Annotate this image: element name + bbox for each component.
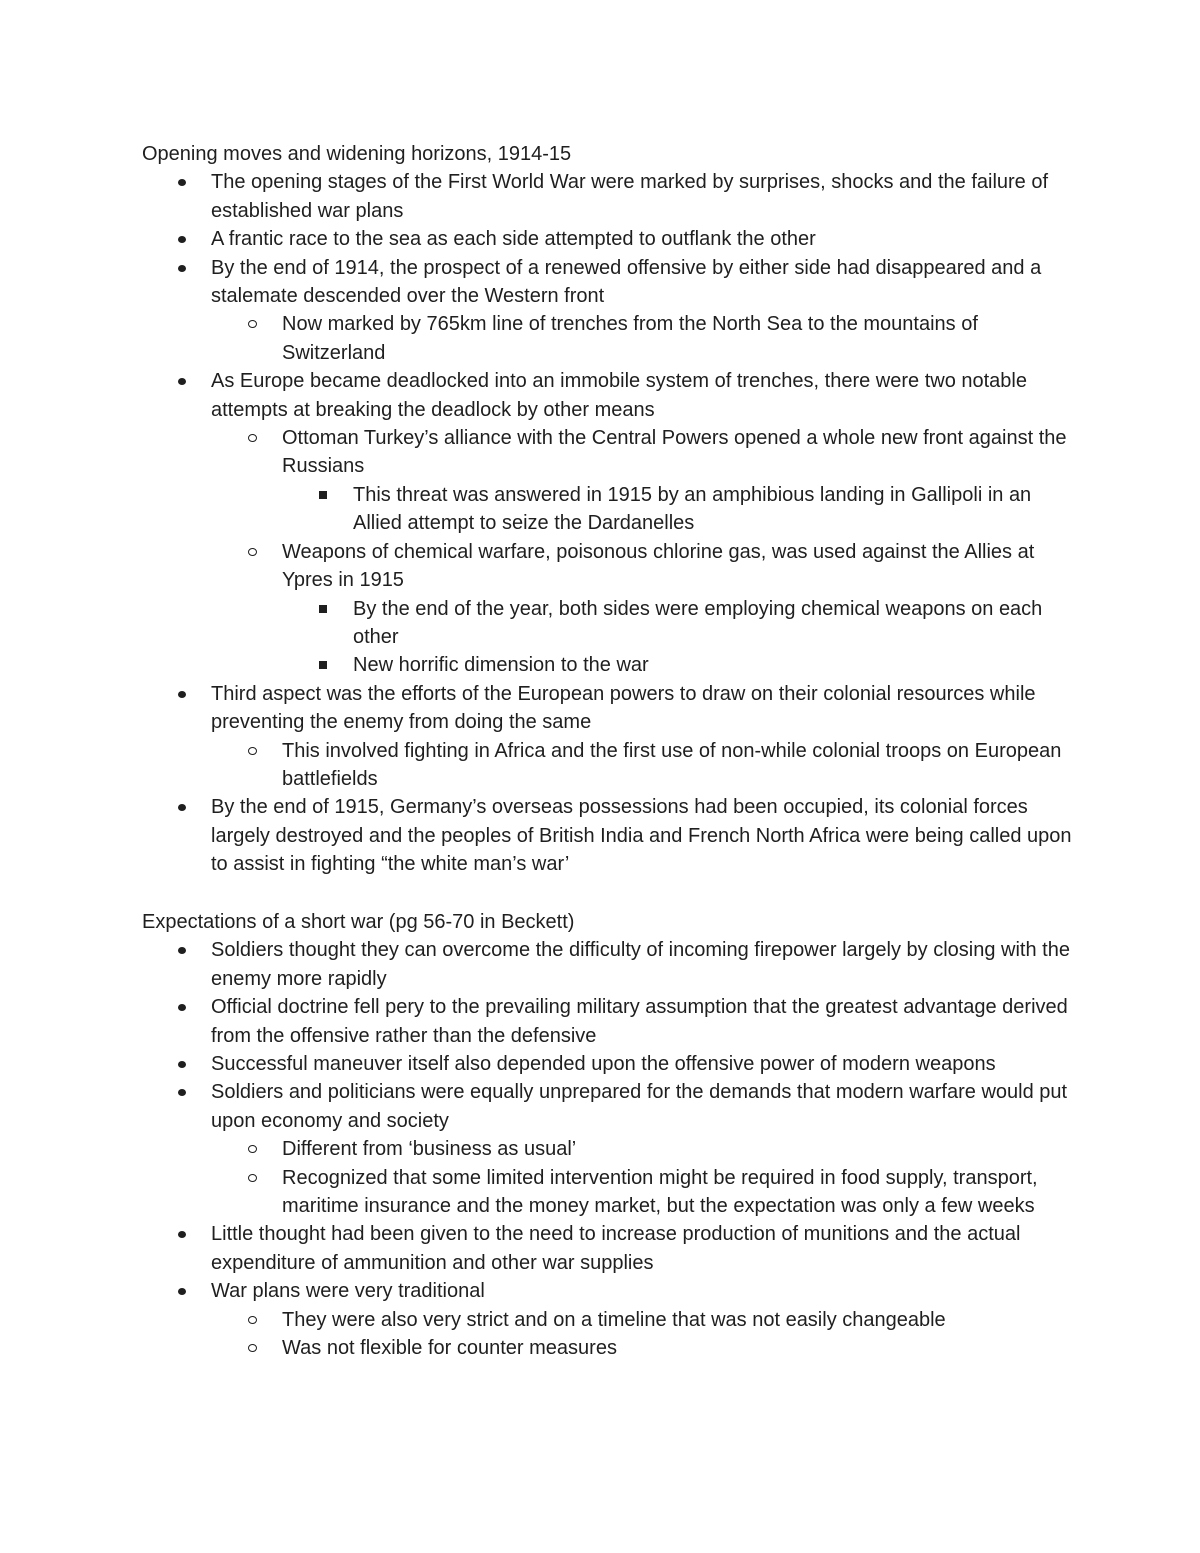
sub-list-item [211, 310, 1082, 367]
list-item [142, 993, 1082, 1050]
sub-list-item-text: Ottoman Turkey’s alliance with the Central Powers opened a whole new front against the Russians [282, 427, 1067, 478]
bullet-disc-icon [178, 1089, 186, 1096]
bullet-square-icon [319, 491, 327, 499]
bullet-list [142, 936, 1082, 1362]
list-item [142, 225, 1082, 253]
sub-sub-list-item-text: This threat was answered in 1915 by an amphibious landing in Gallipoli in an Allied attempt to seize the Dardanelles [353, 483, 1032, 535]
list-item-text: Successful maneuver itself also depended upon the offensive power of modern weapons [211, 1053, 996, 1076]
sub-bullet-list [211, 424, 1082, 680]
sub-bullet-list [211, 737, 1082, 794]
list-item-text: By the end of 1914, the prospect of a renewed offensive by either side had disappeared and a stalemate descended over the Western front [211, 256, 1042, 308]
list-item [142, 793, 1082, 878]
bullet-disc-icon [178, 1004, 186, 1011]
bullet-disc-icon [178, 378, 186, 385]
sub-sub-bullet-list [282, 595, 1082, 680]
sub-list-item-text: Was not flexible for counter measures [282, 1337, 617, 1360]
sub-list-item-text: This involved fighting in Africa and the first use of non-while colonial troops on European battlefields [282, 739, 1062, 790]
list-item-text: War plans were very traditional [211, 1280, 485, 1303]
list-item-text: As Europe became deadlocked into an immobile system of trenches, there were two notable attempts at breaking the deadlock by other means [211, 370, 1027, 421]
bullet-disc-icon [178, 947, 186, 954]
sub-sub-list-item-text: By the end of the year, both sides were employing chemical weapons on each other [353, 597, 1043, 648]
sub-list-item-text: Now marked by 765km line of trenches from the North Sea to the mountains of Switzerland [282, 313, 978, 364]
list-item [142, 168, 1082, 225]
sub-bullet-list [211, 310, 1082, 367]
sub-list-item [211, 1164, 1082, 1221]
list-item [142, 680, 1082, 794]
bullet-circle-icon [248, 1145, 257, 1153]
bullet-circle-icon [248, 548, 257, 556]
bullet-circle-icon [248, 1316, 257, 1324]
list-item-text: Little thought had been given to the need to increase production of munitions and the actual expenditure of ammunition and other war supplies [211, 1223, 1021, 1274]
bullet-circle-icon [248, 320, 257, 328]
sub-list-item [211, 1334, 1082, 1362]
list-item [142, 1277, 1082, 1362]
list-item [142, 1050, 1082, 1078]
bullet-disc-icon [178, 1061, 186, 1068]
bullet-circle-icon [248, 1174, 257, 1182]
sub-list-item [211, 424, 1082, 538]
sub-list-item-text: They were also very strict and on a timeline that was not easily changeable [282, 1308, 946, 1331]
sub-sub-list-item-text: New horrific dimension to the war [353, 654, 649, 677]
sub-list-item-text: Different from ‘business as usual’ [282, 1138, 577, 1161]
bullet-disc-icon [178, 1288, 186, 1295]
section-heading: Opening moves and widening horizons, 1914-15 [142, 143, 572, 165]
sub-bullet-list [211, 1306, 1082, 1363]
section-heading: Expectations of a short war (pg 56-70 in Beckett) [142, 911, 575, 933]
list-item [142, 367, 1082, 679]
bullet-disc-icon [178, 691, 186, 698]
list-item-text: Official doctrine fell pery to the prevailing military assumption that the greatest advantage derived from the offensive rather than the defensive [211, 996, 1068, 1047]
list-item [142, 936, 1082, 993]
bullet-circle-icon [248, 747, 257, 755]
sub-bullet-list [211, 1135, 1082, 1220]
bullet-list [142, 168, 1082, 878]
sub-list-item [211, 538, 1082, 680]
sub-sub-list-item [282, 595, 1082, 652]
sub-sub-list-item [282, 481, 1082, 538]
bullet-square-icon [319, 661, 327, 669]
list-item [142, 254, 1082, 368]
sub-list-item-text: Weapons of chemical warfare, poisonous chlorine gas, was used against the Allies at Ypres in 1915 [282, 540, 1035, 592]
sub-sub-list-item [282, 651, 1082, 679]
sub-list-item [211, 737, 1082, 794]
list-item [142, 1220, 1082, 1277]
list-item-text: By the end of 1915, Germany’s overseas possessions had been occupied, its colonial forces largely destroyed and the peoples of British India and French North Africa were being called upon to assist in fighting “the white man’s war’ [211, 796, 1072, 876]
section-opening-moves [142, 140, 1082, 879]
bullet-circle-icon [248, 434, 257, 442]
sub-list-item-text: Recognized that some limited intervention might be required in food supply, transport, maritime insurance and the money market, but the expectation was only a few weeks [282, 1166, 1038, 1218]
sub-sub-bullet-list [282, 481, 1082, 538]
list-item [142, 1078, 1082, 1220]
sub-list-item [211, 1135, 1082, 1163]
bullet-circle-icon [248, 1344, 257, 1352]
bullet-disc-icon [178, 265, 186, 272]
bullet-disc-icon [178, 179, 186, 186]
list-item-text: A frantic race to the sea as each side attempted to outflank the other [211, 228, 816, 251]
bullet-disc-icon [178, 804, 186, 811]
bullet-square-icon [319, 605, 327, 613]
section-short-war-expectations [142, 908, 1082, 1363]
bullet-disc-icon [178, 1231, 186, 1238]
list-item-text: The opening stages of the First World War were marked by surprises, shocks and the failure of established war plans [211, 171, 1049, 222]
list-item-text: Soldiers thought they can overcome the difficulty of incoming firepower largely by closing with the enemy more rapidly [211, 939, 1070, 990]
list-item-text: Soldiers and politicians were equally unprepared for the demands that modern warfare would put upon economy and society [211, 1081, 1068, 1132]
list-item-text: Third aspect was the efforts of the European powers to draw on their colonial resources while preventing the enemy from doing the same [211, 682, 1036, 734]
sub-list-item [211, 1306, 1082, 1334]
bullet-disc-icon [178, 236, 186, 243]
